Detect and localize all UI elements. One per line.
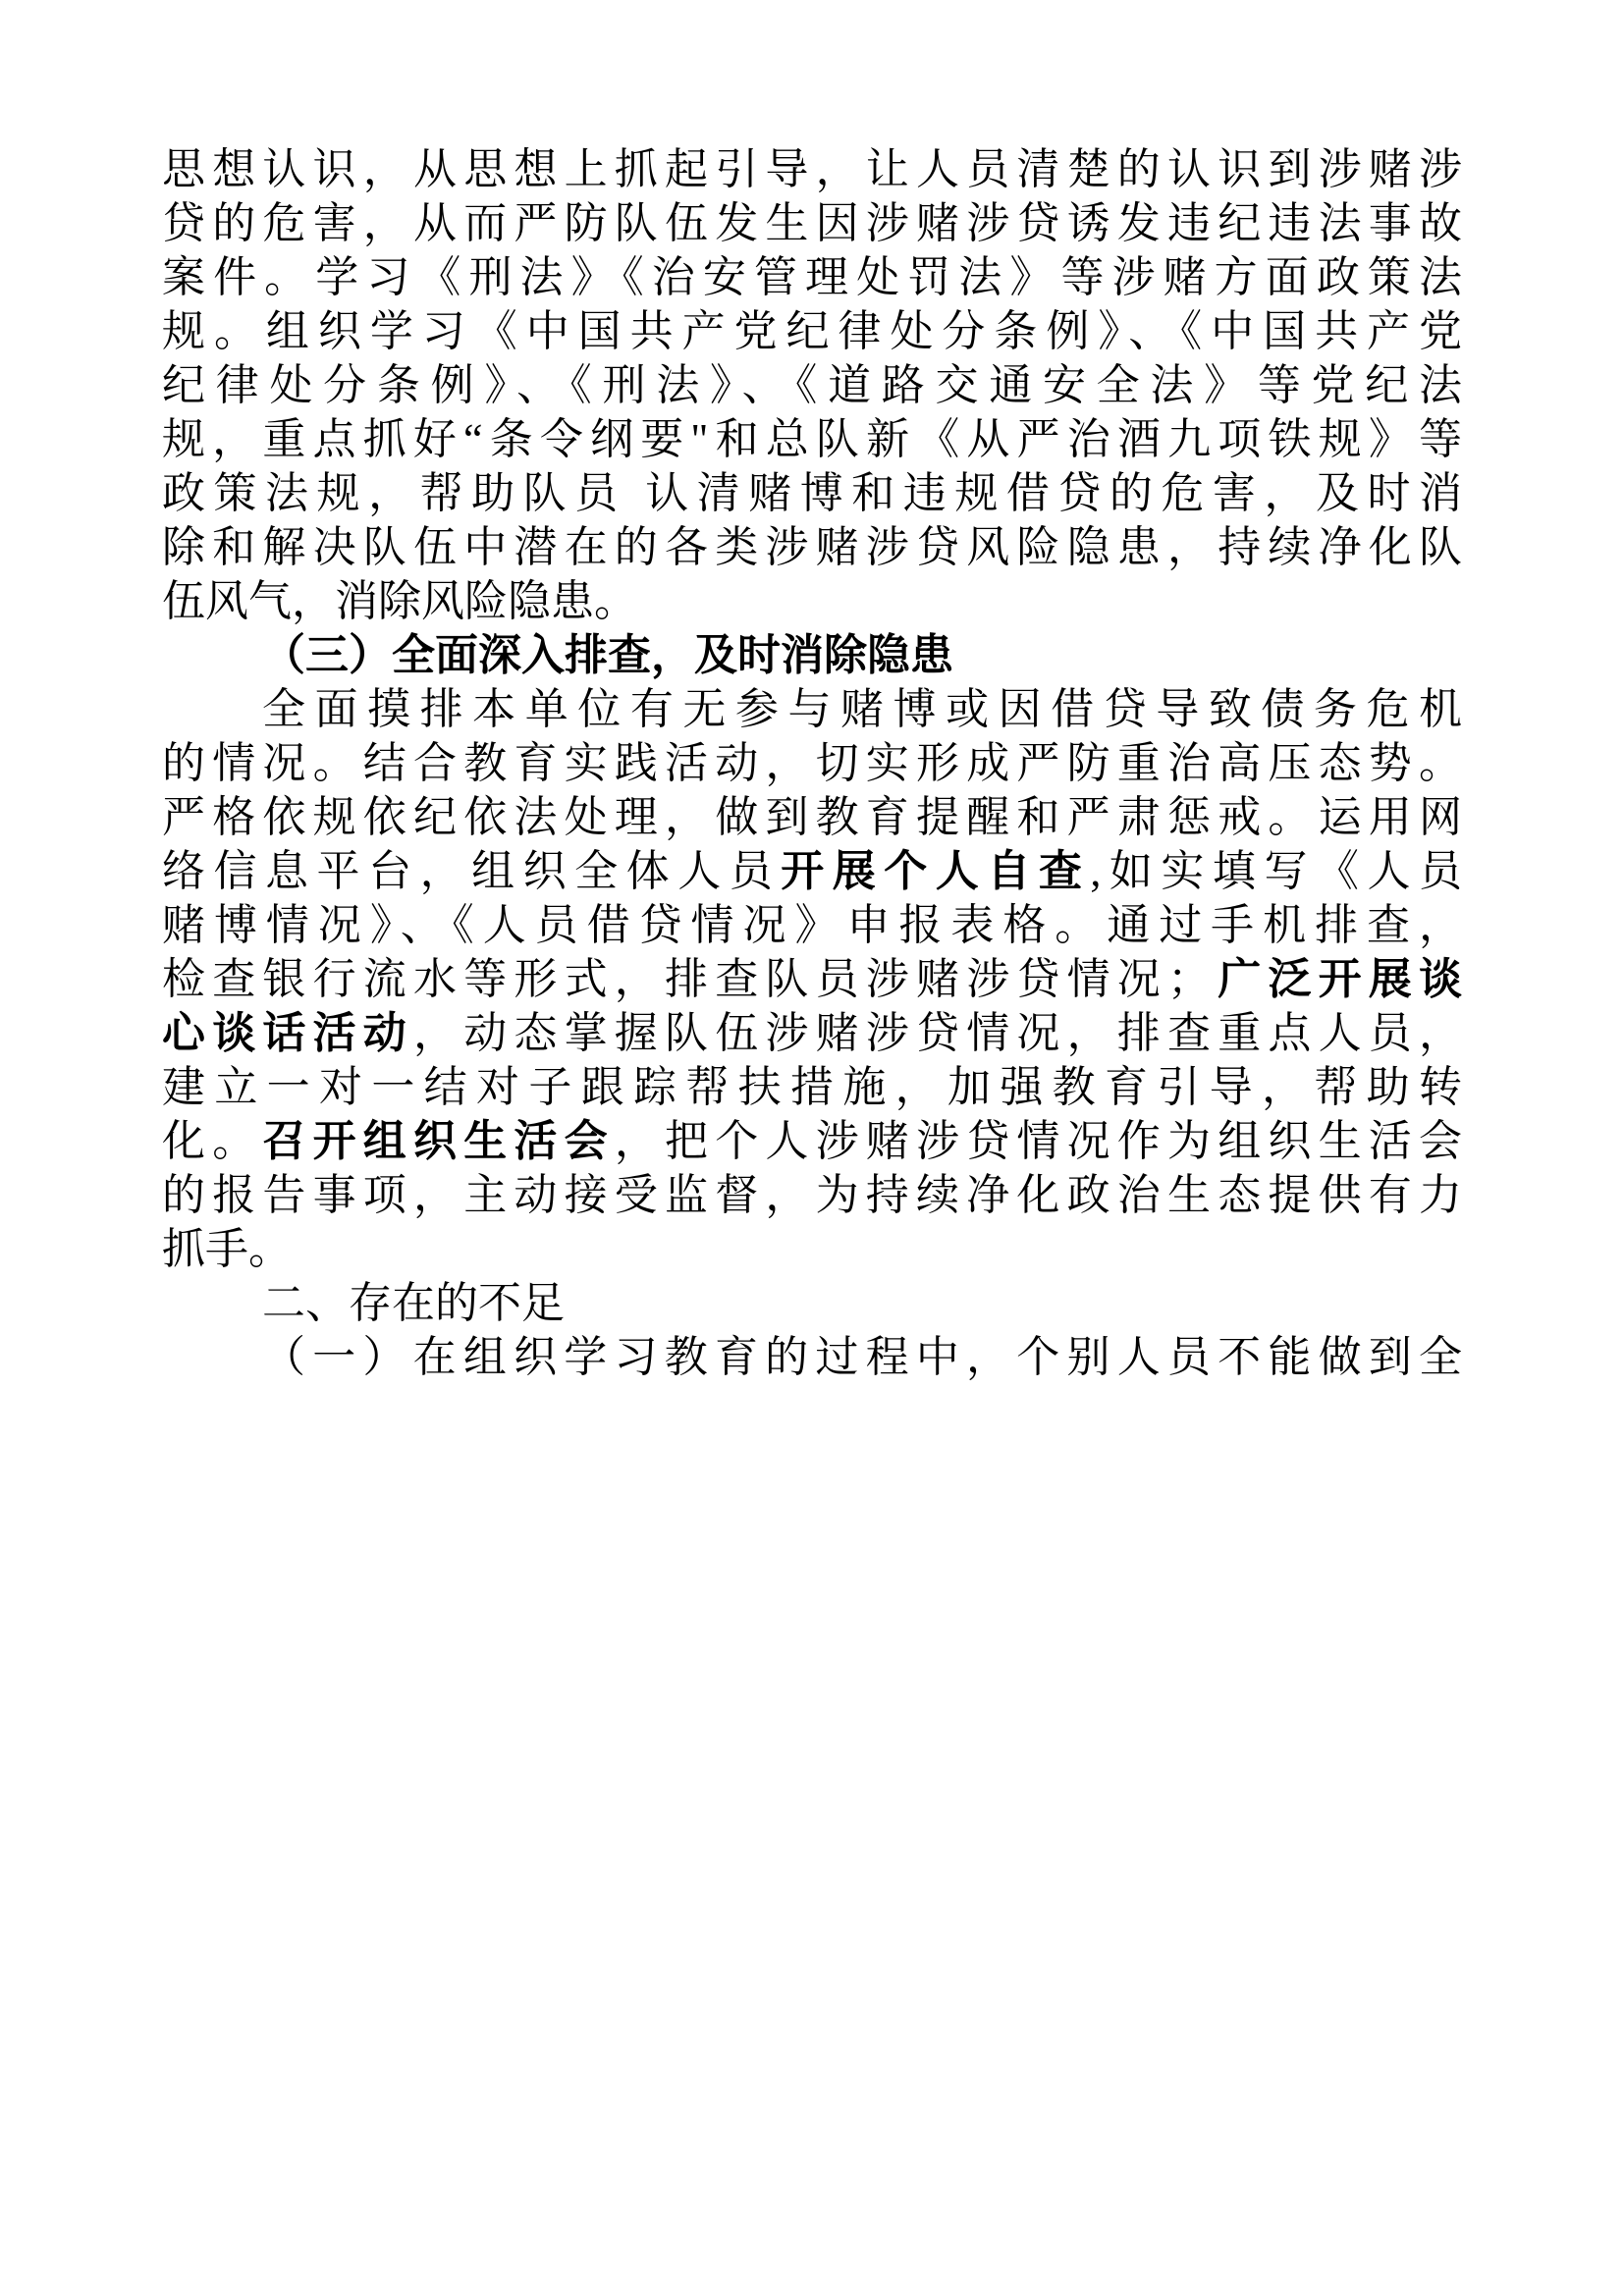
text-run: 化。 (162, 1117, 263, 1165)
text-line (162, 196, 1462, 250)
text-line (162, 790, 1462, 844)
text-run: ，把个人涉赌涉贷情况作为组织生活会 (614, 1117, 1463, 1165)
text-run: 抓手。 (162, 1225, 292, 1273)
bold-emphasis: 召开组织生活会 (262, 1117, 615, 1165)
text-run: 络信息平台，组织全体人员 (162, 847, 782, 895)
text-run: 赌博情况》、《人员借贷情况》申报表格。通过手机排查， (162, 901, 1462, 949)
text-line (162, 1114, 1462, 1168)
text-line (162, 1060, 1462, 1114)
text-run: （一）在组织学习教育的过程中，个别人员不能做到全 (262, 1333, 1462, 1381)
bold-emphasis: （三）全面深入排查，及时消除隐患 (262, 631, 953, 679)
text-run: 严格依规依纪依法处理，做到教育提醒和严肃惩戒。运用网 (162, 793, 1462, 841)
text-run: 纪律处分条例》、《刑法》、《道路交通安全法》等党纪法 (162, 361, 1462, 409)
text-line (162, 142, 1462, 196)
text-line (162, 952, 1462, 1006)
text-line (162, 844, 1462, 898)
text-line (162, 466, 1462, 520)
document-body (162, 142, 1462, 1384)
text-run: 的情况。结合教育实践活动，切实形成严防重治高压态势。 (162, 739, 1462, 787)
section-heading (162, 628, 1462, 682)
text-line (162, 412, 1462, 466)
bold-emphasis: 广泛开展谈 (1211, 955, 1462, 1003)
text-run: 思想认识，从思想上抓起引导，让人员清楚的认识到涉赌涉 (162, 145, 1462, 193)
text-run: 规。组织学习《中国共产党纪律处分条例》、《中国共产党 (162, 307, 1462, 355)
text-run: 贷的危害，从而严防队伍发生因涉赌涉贷诱发违纪违法事故 (162, 199, 1462, 247)
text-line (162, 520, 1462, 574)
text-run: 政策法规，帮助队员 认清赌博和违规借贷的危害，及时消 (162, 469, 1462, 517)
text-line (162, 1222, 1462, 1276)
text-line (162, 1276, 1462, 1330)
text-run: ，动态掌握队伍涉赌涉贷情况，排查重点人员， (413, 1009, 1462, 1057)
text-run: 检查银行流水等形式，排查队员涉赌涉贷情况； (162, 955, 1211, 1003)
text-line (162, 1006, 1462, 1060)
text-run: 全面摸排本单位有无参与赌博或因借贷导致债务危机 (262, 685, 1462, 733)
text-line (162, 250, 1462, 304)
text-run: 建立一对一结对子跟踪帮扶措施，加强教育引导，帮助转 (162, 1063, 1462, 1111)
text-run: 伍风气，消除风险隐患。 (162, 577, 637, 625)
text-run: 的报告事项，主动接受监督，为持续净化政治生态提供有力 (162, 1171, 1462, 1219)
bold-emphasis: 心谈话活动 (162, 1009, 413, 1057)
text-line (162, 1168, 1462, 1222)
text-line (162, 358, 1462, 412)
bold-emphasis: 开展个人自查 (781, 847, 1091, 895)
text-run: 案件。学习《刑法》《治安管理处罚法》等涉赌方面政策法 (162, 253, 1462, 301)
text-line (162, 736, 1462, 790)
text-line (162, 574, 1462, 628)
text-line (162, 682, 1462, 736)
text-line (162, 1330, 1462, 1384)
text-run: 二、存在的不足 (262, 1279, 565, 1327)
text-run: 除和解决队伍中潜在的各类涉赌涉贷风险隐患，持续净化队 (162, 523, 1462, 571)
text-run: 规，重点抓好“条令纲要"和总队新《从严治酒九项铁规》等 (162, 415, 1462, 463)
text-line (162, 304, 1462, 358)
text-run: ,如实填写《人员 (1090, 847, 1463, 895)
text-line (162, 898, 1462, 952)
